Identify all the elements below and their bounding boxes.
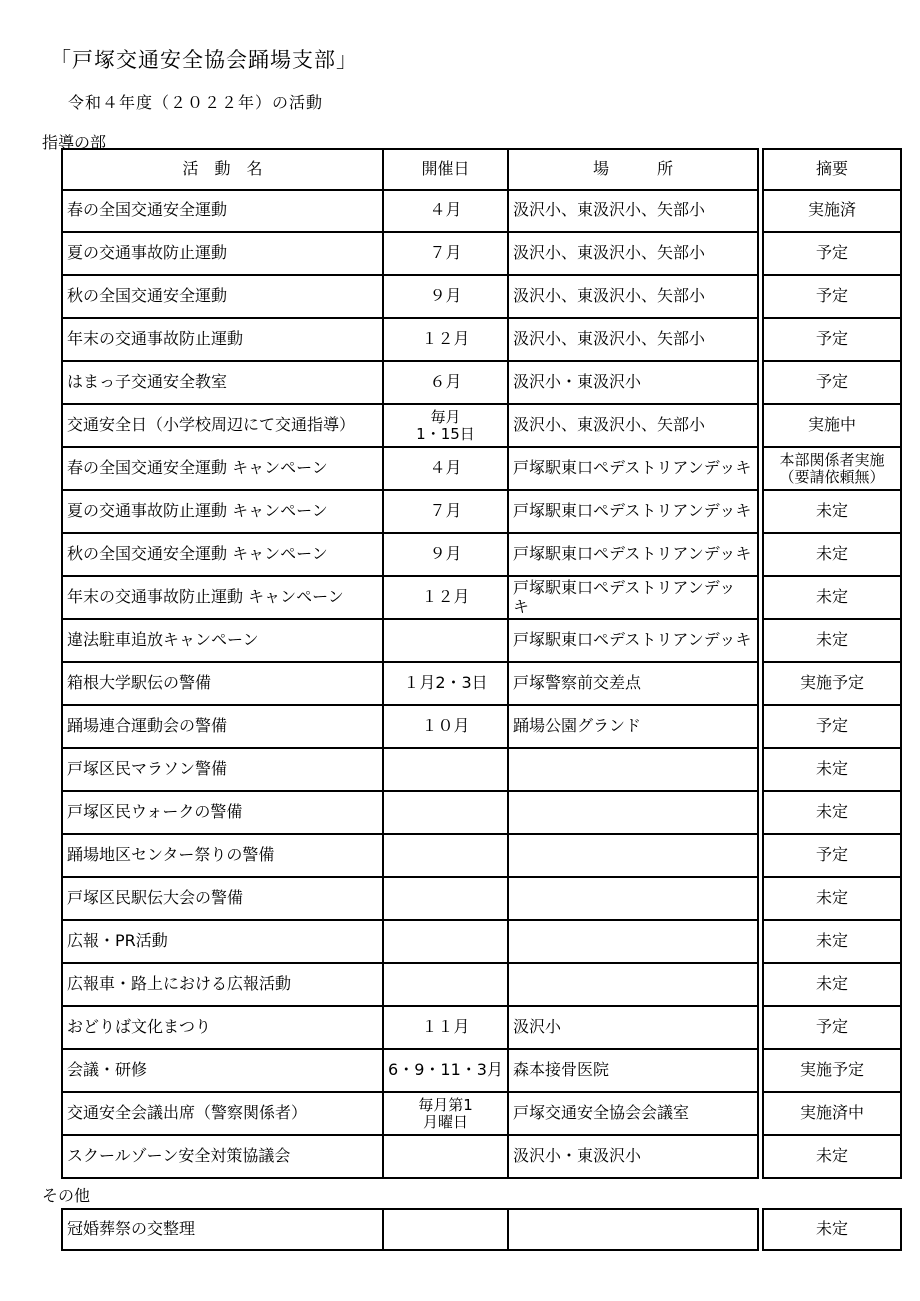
note-cell: 未定: [762, 749, 902, 792]
note-cell: 未定: [762, 491, 902, 534]
table-row: [61, 362, 903, 405]
document-title: 「戸塚交通安全協会踊場支部」: [50, 48, 358, 72]
table-row: [61, 620, 903, 663]
table-row: [61, 491, 903, 534]
activity-name-cell: 広報・PR活動: [61, 921, 384, 964]
note-cell: 未定: [762, 964, 902, 1007]
place-cell: 戸塚駅東口ペデストリアンデッキ: [507, 620, 759, 663]
date-cell: 毎月第1 月曜日: [382, 1093, 509, 1136]
date-cell: １月2・3日: [382, 663, 509, 706]
activity-name-cell: 秋の全国交通安全運動: [61, 276, 384, 319]
date-cell: １０月: [382, 706, 509, 749]
date-cell: [382, 1208, 509, 1251]
date-cell: ７月: [382, 491, 509, 534]
header-date: 開催日: [382, 148, 509, 191]
note-cell: 本部関係者実施 （要請依頼無）: [762, 448, 902, 491]
note-cell: 実施予定: [762, 1050, 902, 1093]
activity-name-cell: 箱根大学駅伝の警備: [61, 663, 384, 706]
note-cell: 実施済中: [762, 1093, 902, 1136]
date-cell: [382, 921, 509, 964]
place-cell: 戸塚警察前交差点: [507, 663, 759, 706]
place-cell: 戸塚駅東口ペデストリアンデッ キ: [507, 577, 759, 620]
table-row: [61, 663, 903, 706]
table-row: [61, 276, 903, 319]
note-cell: 実施中: [762, 405, 902, 448]
place-cell: [507, 1208, 759, 1251]
note-cell: 未定: [762, 1136, 902, 1179]
section-label-guidance: 指導の部: [42, 133, 107, 152]
activity-name-cell: 年末の交通事故防止運動 キャンペーン: [61, 577, 384, 620]
table-row: [61, 1136, 903, 1179]
date-cell: １２月: [382, 319, 509, 362]
place-cell: 戸塚駅東口ペデストリアンデッキ: [507, 448, 759, 491]
activity-name-cell: 冠婚葬祭の交整理: [61, 1208, 384, 1251]
place-cell: [507, 921, 759, 964]
place-cell: [507, 835, 759, 878]
table-row: [61, 1007, 903, 1050]
place-cell: [507, 792, 759, 835]
place-cell: 汲沢小、東汲沢小、矢部小: [507, 276, 759, 319]
table-row: [61, 1050, 903, 1093]
activity-name-cell: 戸塚区民ウォークの警備: [61, 792, 384, 835]
table-row: [61, 233, 903, 276]
place-cell: 戸塚駅東口ペデストリアンデッキ: [507, 491, 759, 534]
note-cell: 未定: [762, 792, 902, 835]
place-cell: 戸塚駅東口ペデストリアンデッキ: [507, 534, 759, 577]
note-cell: 予定: [762, 1007, 902, 1050]
place-cell: 戸塚交通安全協会会議室: [507, 1093, 759, 1136]
date-cell: [382, 878, 509, 921]
place-cell: 汲沢小・東汲沢小: [507, 1136, 759, 1179]
note-cell: 予定: [762, 835, 902, 878]
activity-name-cell: スクールゾーン安全対策協議会: [61, 1136, 384, 1179]
date-cell: 6・9・11・3月: [382, 1050, 509, 1093]
note-cell: 未定: [762, 577, 902, 620]
note-cell: 未定: [762, 1208, 902, 1251]
date-cell: ９月: [382, 276, 509, 319]
section-label-other: その他: [42, 1186, 91, 1205]
activity-name-cell: おどりば文化まつり: [61, 1007, 384, 1050]
date-cell: [382, 835, 509, 878]
header-note: 摘要: [762, 148, 902, 191]
activity-name-cell: 秋の全国交通安全運動 キャンペーン: [61, 534, 384, 577]
note-cell: 未定: [762, 921, 902, 964]
activity-name-cell: 踊場連合運動会の警備: [61, 706, 384, 749]
activity-name-cell: 踊場地区センター祭りの警備: [61, 835, 384, 878]
date-cell: [382, 749, 509, 792]
header-activity-name: 活 動 名: [61, 148, 384, 191]
date-cell: [382, 792, 509, 835]
table-row: [61, 749, 903, 792]
activity-name-cell: 会議・研修: [61, 1050, 384, 1093]
activity-name-cell: 春の全国交通安全運動 キャンペーン: [61, 448, 384, 491]
note-cell: 実施予定: [762, 663, 902, 706]
activity-name-cell: 戸塚区民駅伝大会の警備: [61, 878, 384, 921]
activity-name-cell: 交通安全会議出席（警察関係者）: [61, 1093, 384, 1136]
note-cell: 未定: [762, 878, 902, 921]
activity-name-cell: 違法駐車追放キャンペーン: [61, 620, 384, 663]
place-cell: 森本接骨医院: [507, 1050, 759, 1093]
table-row: [61, 448, 903, 491]
table-row: [61, 1093, 903, 1136]
table-row: [61, 405, 903, 448]
table-row: [61, 1208, 903, 1251]
note-cell: 予定: [762, 276, 902, 319]
activity-name-cell: 交通安全日（小学校周辺にて交通指導）: [61, 405, 384, 448]
table-row: [61, 319, 903, 362]
document-subtitle: 令和４年度（２０２２年）の活動: [68, 93, 324, 112]
note-cell: 予定: [762, 319, 902, 362]
table-row: [61, 706, 903, 749]
table-row: [61, 921, 903, 964]
table-row: [61, 190, 903, 233]
note-cell: 予定: [762, 362, 902, 405]
table-row: [61, 792, 903, 835]
activity-name-cell: 春の全国交通安全運動: [61, 190, 384, 233]
table-header-row: [61, 148, 903, 191]
place-cell: 汲沢小: [507, 1007, 759, 1050]
note-cell: 未定: [762, 620, 902, 663]
place-cell: 汲沢小・東汲沢小: [507, 362, 759, 405]
date-cell: ４月: [382, 448, 509, 491]
place-cell: [507, 964, 759, 1007]
date-cell: ４月: [382, 190, 509, 233]
place-cell: [507, 878, 759, 921]
date-cell: ７月: [382, 233, 509, 276]
place-cell: 汲沢小、東汲沢小、矢部小: [507, 319, 759, 362]
activity-name-cell: 夏の交通事故防止運動: [61, 233, 384, 276]
date-cell: ６月: [382, 362, 509, 405]
table-row: [61, 964, 903, 1007]
place-cell: 踊場公園グランド: [507, 706, 759, 749]
note-cell: 実施済: [762, 190, 902, 233]
date-cell: [382, 1136, 509, 1179]
place-cell: [507, 749, 759, 792]
place-cell: 汲沢小、東汲沢小、矢部小: [507, 233, 759, 276]
date-cell: ９月: [382, 534, 509, 577]
table-row: [61, 577, 903, 620]
place-cell: 汲沢小、東汲沢小、矢部小: [507, 405, 759, 448]
table-row: [61, 534, 903, 577]
date-cell: １２月: [382, 577, 509, 620]
date-cell: [382, 964, 509, 1007]
note-cell: 予定: [762, 706, 902, 749]
activity-name-cell: 戸塚区民マラソン警備: [61, 749, 384, 792]
table-row: [61, 835, 903, 878]
note-cell: 未定: [762, 534, 902, 577]
date-cell: [382, 620, 509, 663]
table-row: [61, 878, 903, 921]
activity-name-cell: 広報車・路上における広報活動: [61, 964, 384, 1007]
date-cell: 毎月 1・15日: [382, 405, 509, 448]
activity-name-cell: はまっ子交通安全教室: [61, 362, 384, 405]
note-cell: 予定: [762, 233, 902, 276]
header-place: 場 所: [507, 148, 759, 191]
date-cell: １１月: [382, 1007, 509, 1050]
activity-name-cell: 年末の交通事故防止運動: [61, 319, 384, 362]
place-cell: 汲沢小、東汲沢小、矢部小: [507, 190, 759, 233]
activity-name-cell: 夏の交通事故防止運動 キャンペーン: [61, 491, 384, 534]
